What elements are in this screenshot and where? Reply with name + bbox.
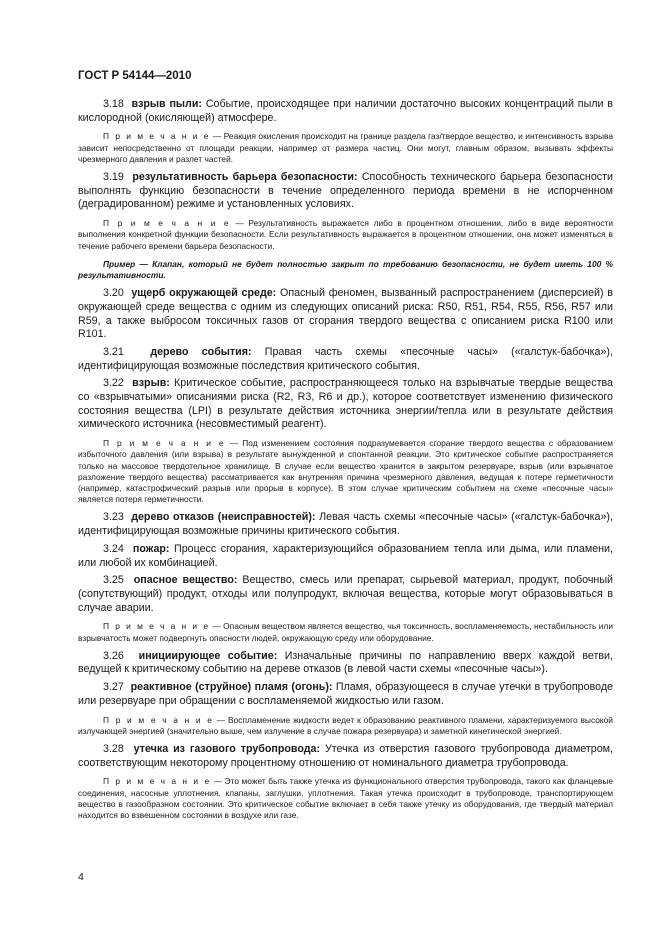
term-3-27: 3.27 реактивное (струйное) пламя (огонь): Пламя, образующееся в случае утечки в трубопроводе или резервуаре при обращении с воспламеняемой жидкостью или газом. <box>78 681 613 707</box>
note: П р и м е ч а н и е — Это может быть также утечка из функционального отверстия трубопровода, такого как фланцевые соединения, насосные уплотнения, клапаны, заглушки, уплотнения. Такая утечка происходит в трубопроводе, транспортирующем вещество в газообразном состоянии. Это критическое событие включает в себя также утечку из оборудования, где твердый материал находится во взвешенном состоянии в воздухе или газе. <box>78 776 614 820</box>
term-3-28: 3.28 утечка из газового трубопровода: Утечка из отверстия газового трубопровода диаметром, соответствующим некоторому процентному отношению от номинального диаметра трубопровода. <box>78 742 613 769</box>
note: П р и м е ч а н и е — Под изменением состояния подразумевается сгорание твердого вещества с образованием избыточного давления (или взрыва) в результате вынужденной и спонтанной реакции. Это критическое событие распространяется только на массовое твердотельное хранилище. В случае если вещество хранится в закрытом резервуаре, взрыв (или взрывчатое разложение твердого вещества) рассматривается как внутренняя причина чрезмерного давления, ведущая к потере герметичности (например, катастрофический разрыв или прорыв в корпусе). В этом случае критическим событием на схеме «песочные часы» является потеря герметичности. <box>78 438 614 505</box>
note: П р и м е ч а н и е — Реакция окисления происходит на границе раздела газ/твердое вещество, и интенсивность взрыва зависит непосредственно от площади реакции, например от размера частиц. Они могут, главным образом, вызывать эффекты чрезмерного давления и разлет частей. <box>78 131 613 164</box>
term-3-20: 3.20 ущерб окружающей среде: Опасный феномен, вызванный распространением (дисперсией) в окружающей среде вещества с одним из следующих описаний риска: R50, R51, R54, R55, R56, R57 или R59, а также выбросом токсичных газов от сгорания твердого вещества с описанием риска R100 или R101. <box>78 287 613 341</box>
term-3-25: 3.25 опасное вещество: Вещество, смесь или препарат, сырьевой материал, продукт, побочный (сопутствующий) продукт, отходы или полупродукт, включая вещества, которые могут образовываться в случае аварии. <box>78 574 613 614</box>
term-3-24: 3.24 пожар: Процесс сгорания, характеризующийся образованием тепла или дыма, или пламени, или любой их комбинацией. <box>78 542 613 569</box>
term-3-21: 3.21 дерево события: Правая часть схемы «песочные часы» («галстук-бабочка»), идентифицирующая возможные последствия критического события. <box>78 345 613 372</box>
term-3-26: 3.26 инициирующее событие: Изначальные причины по направлению вверх каждой ветви, ведущей к критическому событию на дереве отказов (в левой части схемы «песочные часы»). <box>78 649 613 676</box>
example: Пример — Клапан, который не будет полностью закрыт по требованию безопасности, не будет иметь 100 % результативности. <box>78 258 613 280</box>
document-header: ГОСТ Р 54144—2010 <box>78 70 192 82</box>
note: П р и м е ч а н и е — Результативность выражается либо в процентном отношении, либо в виде вероятности выполнения конкретной функции безопасности. Если результативность выражается в процентном отношении, она может изменяться в течение рабочего времени барьера безопасности. <box>78 218 614 251</box>
page-number: 4 <box>78 871 84 883</box>
term-3-19: 3.19 результативность барьера безопасности: Способность технического барьера безопасности выполнять функцию безопасности в течение определенного периода времени в не испорченном (деградированном) режиме и установленных условиях. <box>78 171 613 211</box>
term-3-23: 3.23 дерево отказов (неисправностей): Левая часть схемы «песочные часы» («галстук-бабочка»), идентифицирующая возможные причины критического события. <box>78 511 613 538</box>
term-3-18: 3.18 взрыв пыли: Событие, происходящее при наличии достаточно высоких концентраций пыли в кислородной (окисляющей) атмосфере. <box>78 98 613 124</box>
note: П р и м е ч а н и е — Воспламенение жидкости ведет к образованию реактивного пламени, характеризуемого высокой излучающей энергией (значительно выше, чем излучение в случае пожара резервуара) и заметной кинетической энергией. <box>78 714 613 736</box>
note: П р и м е ч а н и е — Опасным веществом является вещество, чья токсичность, воспламеняемость, нестабильность или взрывчатость может подвергнуть опасности людей, окружающую среду или оборудование. <box>78 621 613 643</box>
term-3-22: 3.22 взрыв: Критическое событие, распространяющееся только на взрывчатые твердые вещества со «взрывчатыми» описаниями риска (R2, R3, R6 и др.), которое соответствует изменению физического состояния вещества (LPI) в результате действия источника энергии/тепла или в результате действия химического источника (несовместимый реагент). <box>78 377 613 431</box>
document-body <box>78 98 613 821</box>
